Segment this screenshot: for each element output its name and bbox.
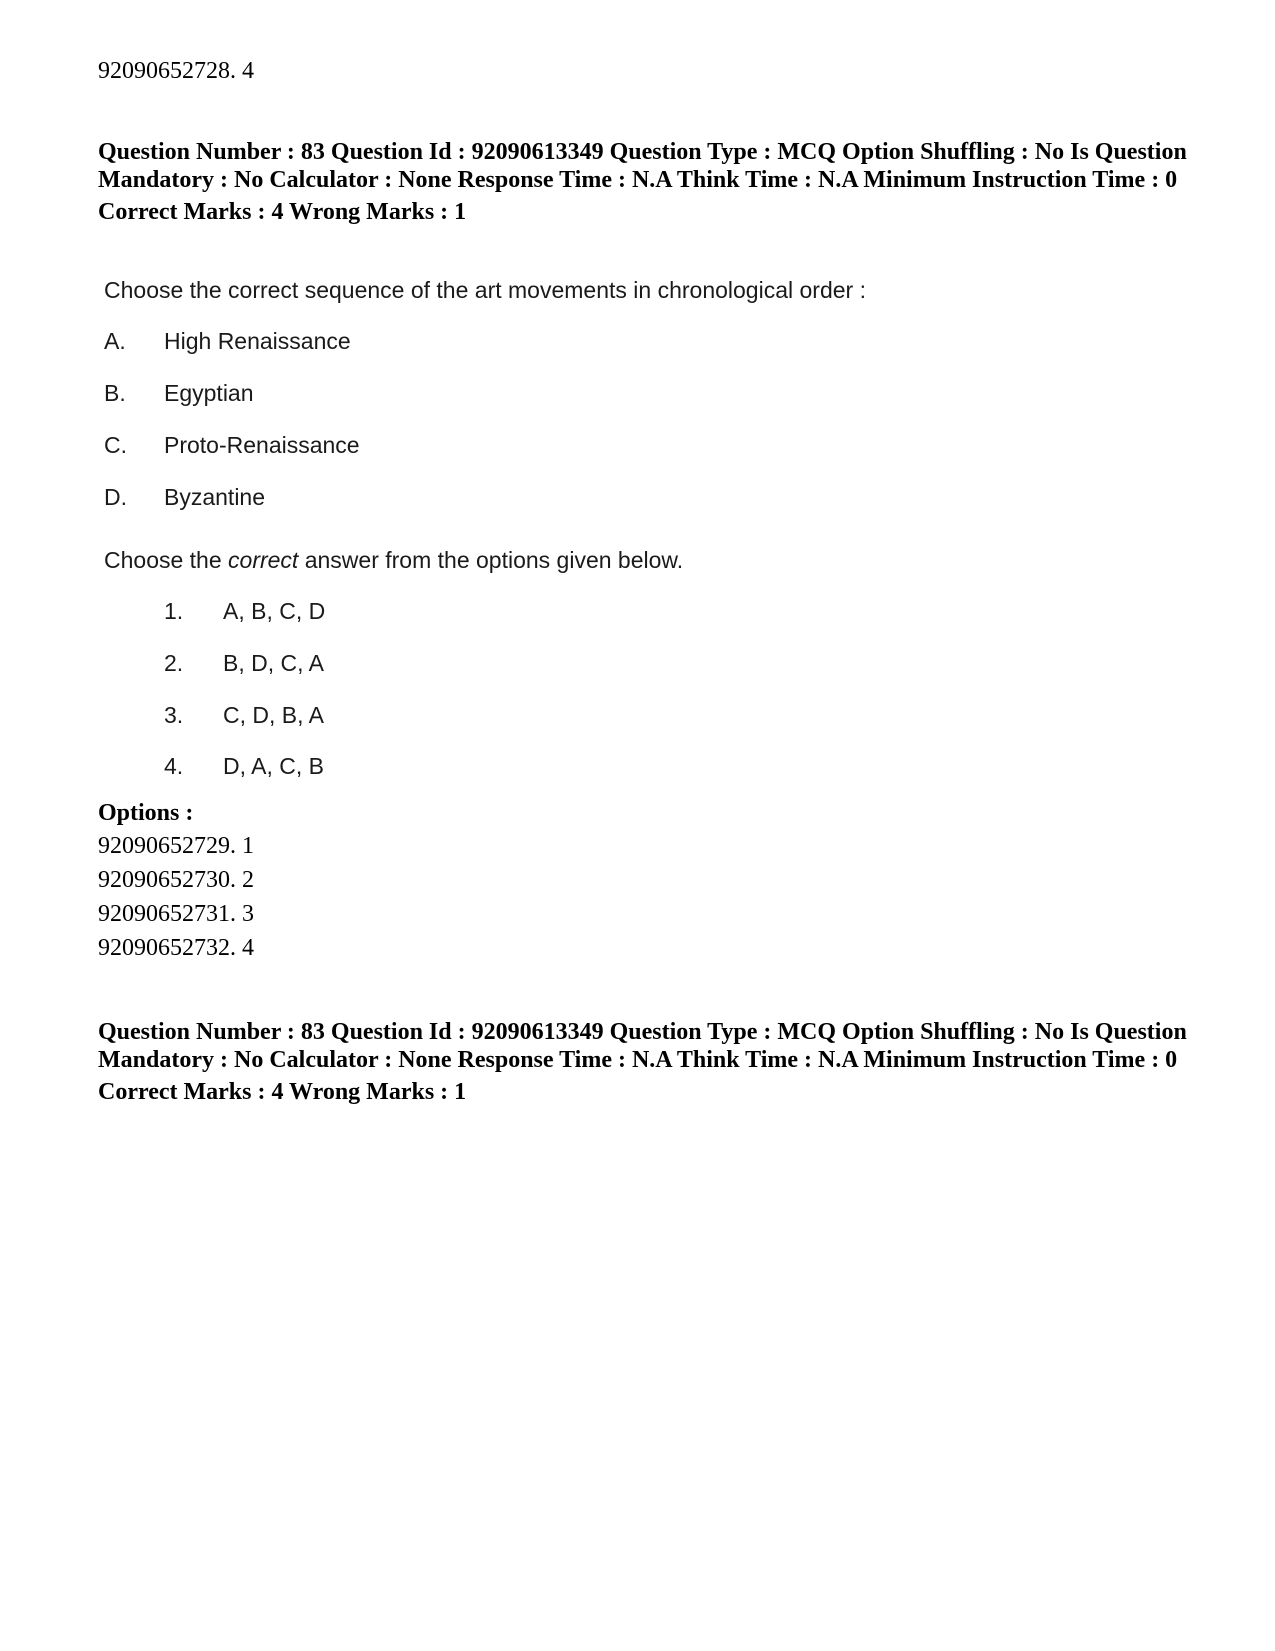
choice-text: B, D, C, A	[223, 650, 324, 676]
item-text: Proto-Renaissance	[164, 432, 360, 458]
options-heading: Options :	[98, 800, 194, 826]
question-header: Question Number : 83 Question Id : 92090613349 Question Type : MCQ Option Shuffling : No Is Question Mandatory : No Calculator : None Response Time : N.A Think Time : N.A Minimum Instruction Time : 0	[98, 1019, 1187, 1073]
question-marks: Correct Marks : 4 Wrong Marks : 1	[98, 1079, 467, 1105]
next-question-meta	[98, 1018, 1188, 1106]
instruction-text: Choose the	[104, 547, 229, 573]
question-marks: Correct Marks : 4 Wrong Marks : 1	[98, 199, 467, 225]
option-line: 92090652731. 3	[98, 901, 254, 927]
question-header: Question Number : 83 Question Id : 92090613349 Question Type : MCQ Option Shuffling : No Is Question Mandatory : No Calculator : None Response Time : N.A Think Time : N.A Minimum Instruction Time : 0	[98, 139, 1187, 193]
option-line: 92090652732. 4	[98, 935, 254, 961]
item-text: Egyptian	[164, 380, 254, 406]
choice-number: 4.	[164, 753, 184, 779]
instruction-text: answer from the options given below.	[298, 547, 684, 573]
question-meta	[98, 138, 1188, 226]
question-stem: Choose the correct sequence of the art movements in chronological order :	[104, 277, 866, 303]
instruction-emphasis: correct	[228, 547, 299, 573]
choice-number: 1.	[164, 598, 184, 624]
choice-text: D, A, C, B	[223, 753, 324, 779]
choice-number: 2.	[164, 650, 184, 676]
option-line: 92090652729. 1	[98, 833, 254, 859]
item-label: C.	[104, 432, 127, 458]
choice-text: C, D, B, A	[223, 702, 324, 728]
item-text: Byzantine	[164, 484, 266, 510]
choice-number: 3.	[164, 702, 184, 728]
item-label: B.	[104, 380, 126, 406]
item-text: High Renaissance	[164, 328, 351, 354]
item-label: A.	[104, 328, 126, 354]
answer-instruction	[104, 547, 683, 574]
choice-text: A, B, C, D	[223, 598, 326, 624]
item-label: D.	[104, 484, 127, 510]
option-line: 92090652730. 2	[98, 867, 254, 893]
previous-option-line: 92090652728. 4	[98, 58, 254, 84]
